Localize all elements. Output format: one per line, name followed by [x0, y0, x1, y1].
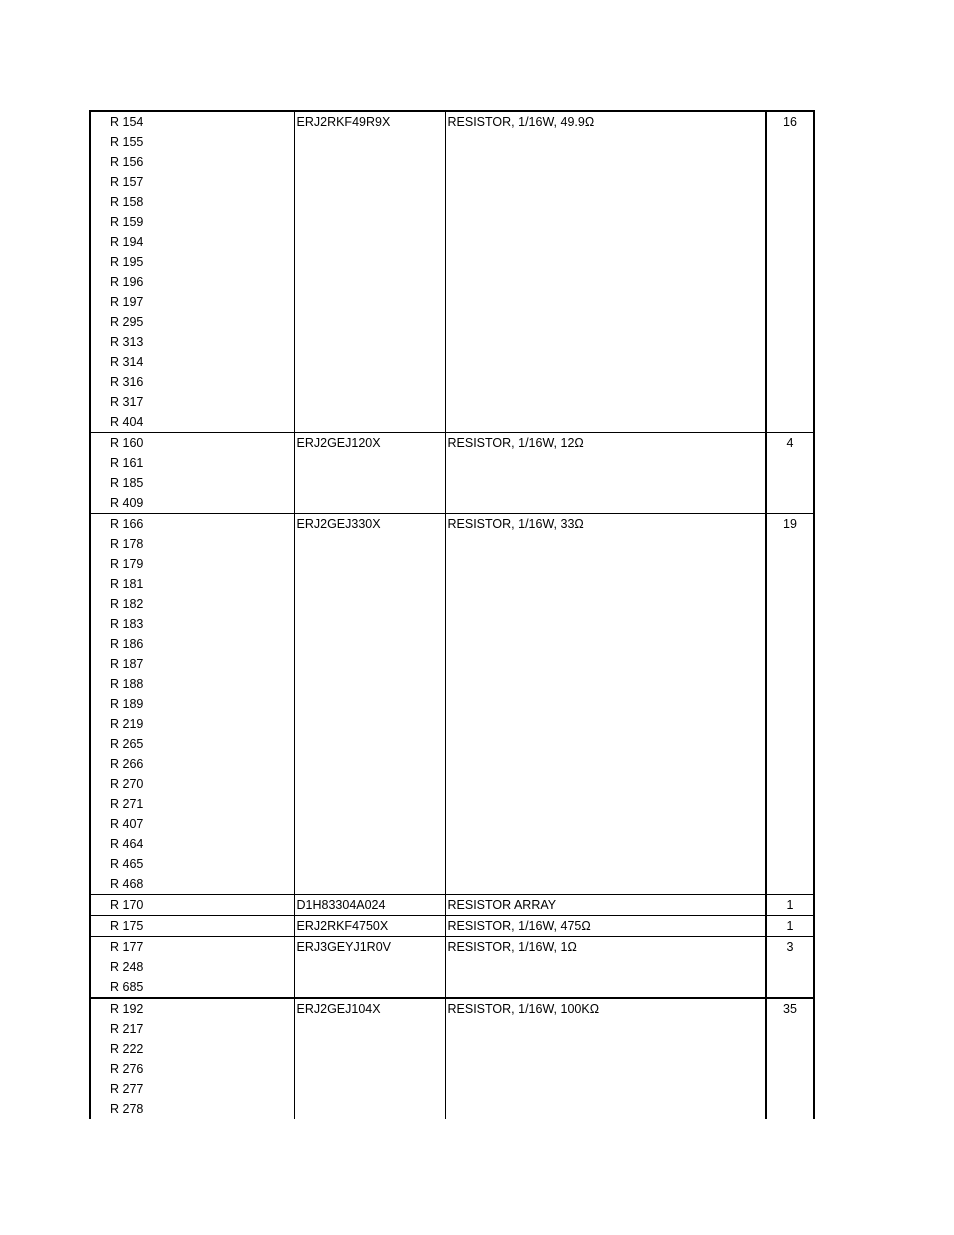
reference-designator: R 265	[110, 737, 144, 751]
part-number-cell: ERJ2GEJ330X	[294, 514, 445, 895]
description-cell: RESISTOR, 1/16W, 49.9Ω	[445, 111, 766, 433]
reference-designators-cell	[90, 895, 294, 916]
reference-designator: R 154	[110, 115, 144, 129]
part-group-row	[90, 433, 814, 514]
description-cell: RESISTOR, 1/16W, 100KΩ	[445, 998, 766, 1119]
reference-designator: R 266	[110, 757, 144, 771]
reference-designator: R 156	[110, 155, 144, 169]
reference-designator: R 222	[110, 1042, 144, 1056]
reference-designator: R 170	[110, 898, 144, 912]
description-cell: RESISTOR, 1/16W, 33Ω	[445, 514, 766, 895]
reference-designator: R 404	[110, 415, 144, 429]
reference-designator: R 313	[110, 335, 144, 349]
part-group-row	[90, 895, 814, 916]
reference-designator: R 155	[110, 135, 144, 149]
reference-designator: R 189	[110, 697, 144, 711]
part-group-row	[90, 937, 814, 999]
reference-designator: R 181	[110, 577, 144, 591]
parts-list-table	[89, 110, 815, 1119]
quantity-cell: 19	[766, 514, 814, 895]
reference-designator: R 182	[110, 597, 144, 611]
reference-designators-cell	[90, 433, 294, 514]
reference-designator: R 278	[110, 1102, 144, 1116]
reference-designator: R 276	[110, 1062, 144, 1076]
description-cell: RESISTOR, 1/16W, 12Ω	[445, 433, 766, 514]
reference-designator: R 187	[110, 657, 144, 671]
reference-designator: R 271	[110, 797, 144, 811]
description-cell: RESISTOR ARRAY	[445, 895, 766, 916]
quantity-cell: 1	[766, 916, 814, 937]
reference-designator: R 179	[110, 557, 144, 571]
reference-designator: R 217	[110, 1022, 144, 1036]
reference-designator: R 177	[110, 940, 144, 954]
description-cell: RESISTOR, 1/16W, 1Ω	[445, 937, 766, 999]
reference-designator: R 159	[110, 215, 144, 229]
part-group-row	[90, 916, 814, 937]
reference-designator: R 186	[110, 637, 144, 651]
reference-designator: R 317	[110, 395, 144, 409]
reference-designator: R 157	[110, 175, 144, 189]
reference-designator: R 185	[110, 476, 144, 490]
reference-designator: R 196	[110, 275, 144, 289]
reference-designator: R 248	[110, 960, 144, 974]
reference-designator: R 161	[110, 456, 144, 470]
quantity-cell: 1	[766, 895, 814, 916]
reference-designator: R 277	[110, 1082, 144, 1096]
reference-designator: R 464	[110, 837, 144, 851]
reference-designator: R 409	[110, 496, 144, 510]
reference-designator: R 270	[110, 777, 144, 791]
reference-designators-cell	[90, 514, 294, 895]
reference-designator: R 468	[110, 877, 144, 891]
reference-designator: R 197	[110, 295, 144, 309]
part-number-cell: ERJ2RKF49R9X	[294, 111, 445, 433]
quantity-cell: 4	[766, 433, 814, 514]
part-number-cell: ERJ2RKF4750X	[294, 916, 445, 937]
part-number-cell: ERJ2GEJ120X	[294, 433, 445, 514]
reference-designator: R 219	[110, 717, 144, 731]
reference-designator: R 192	[110, 1002, 144, 1016]
reference-designator: R 158	[110, 195, 144, 209]
reference-designator: R 407	[110, 817, 144, 831]
reference-designator: R 183	[110, 617, 144, 631]
part-number-cell: D1H83304A024	[294, 895, 445, 916]
reference-designator: R 178	[110, 537, 144, 551]
reference-designator: R 316	[110, 375, 144, 389]
part-number-cell: ERJ3GEYJ1R0V	[294, 937, 445, 999]
reference-designator: R 194	[110, 235, 144, 249]
part-group-row	[90, 111, 814, 433]
reference-designator: R 295	[110, 315, 144, 329]
reference-designator: R 166	[110, 517, 144, 531]
reference-designator: R 465	[110, 857, 144, 871]
parts-list-body	[90, 111, 814, 1119]
reference-designator: R 175	[110, 919, 144, 933]
reference-designator: R 195	[110, 255, 144, 269]
part-group-row	[90, 514, 814, 895]
reference-designators-cell	[90, 998, 294, 1119]
quantity-cell: 3	[766, 937, 814, 999]
quantity-cell: 16	[766, 111, 814, 433]
reference-designators-cell	[90, 916, 294, 937]
reference-designator: R 188	[110, 677, 144, 691]
part-group-row	[90, 998, 814, 1119]
reference-designator: R 685	[110, 980, 144, 994]
reference-designator: R 160	[110, 436, 144, 450]
reference-designators-cell	[90, 111, 294, 433]
part-number-cell: ERJ2GEJ104X	[294, 998, 445, 1119]
reference-designator: R 314	[110, 355, 144, 369]
reference-designators-cell	[90, 937, 294, 999]
description-cell: RESISTOR, 1/16W, 475Ω	[445, 916, 766, 937]
quantity-cell: 35	[766, 998, 814, 1119]
